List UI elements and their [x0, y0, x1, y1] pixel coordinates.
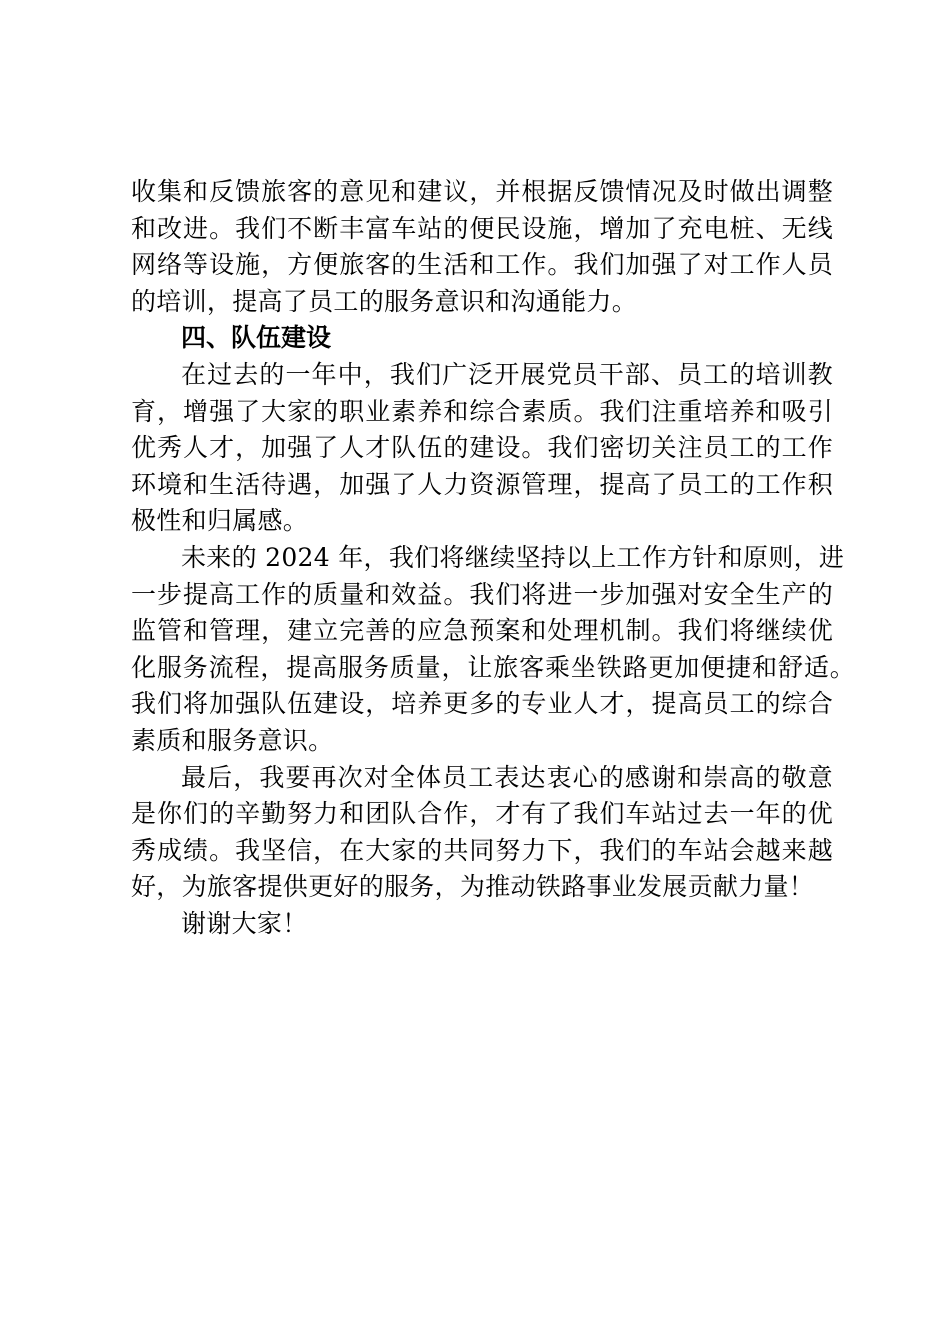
paragraph-team	[131, 357, 833, 540]
paragraph-thanks	[131, 760, 833, 906]
section-heading-team: 四、队伍建设	[181, 323, 332, 353]
text-line: 最后，我要再次对全体员工表达衷心的感谢和崇高的敬意	[181, 762, 833, 792]
text-line: 素质和服务意识。	[131, 725, 334, 755]
closing-line: 谢谢大家！	[181, 908, 308, 938]
text-line: 和改进。我们不断丰富车站的便民设施，增加了充电桩、无线	[131, 213, 833, 243]
text-line: 未来的 2024 年，我们将继续坚持以上工作方针和原则，进	[181, 542, 845, 572]
paragraph-future	[131, 540, 855, 760]
text-line: 在过去的一年中，我们广泛开展党员干部、员工的培训教	[181, 359, 833, 389]
text-line: 的培训，提高了员工的服务意识和沟通能力。	[131, 286, 638, 316]
text-line: 网络等设施，方便旅客的生活和工作。我们加强了对工作人员	[131, 250, 833, 280]
text-line: 监管和管理，建立完善的应急预案和处理机制。我们将继续优	[131, 616, 833, 646]
text-line: 环境和生活待遇，加强了人力资源管理，提高了员工的工作积	[131, 469, 833, 499]
text-line: 优秀人才，加强了人才队伍的建设。我们密切关注员工的工作	[131, 433, 833, 463]
paragraph-facilities	[131, 174, 833, 320]
text-line: 育，增强了大家的职业素养和综合素质。我们注重培养和吸引	[131, 396, 833, 426]
text-line: 好，为旅客提供更好的服务，为推动铁路事业发展贡献力量！	[131, 872, 815, 902]
text-line: 极性和归属感。	[131, 506, 309, 536]
text-line: 秀成绩。我坚信，在大家的共同努力下，我们的车站会越来越	[131, 835, 833, 865]
text-line: 是你们的辛勤努力和团队合作，才有了我们车站过去一年的优	[131, 799, 833, 829]
text-line: 我们将加强队伍建设，培养更多的专业人才，提高员工的综合	[131, 689, 833, 719]
text-line: 化服务流程，提高服务质量，让旅客乘坐铁路更加便捷和舒适。	[131, 652, 855, 682]
text-line: 收集和反馈旅客的意见和建议，并根据反馈情况及时做出调整	[131, 177, 833, 206]
document-page	[131, 174, 855, 942]
text-line: 一步提高工作的质量和效益。我们将进一步加强对安全生产的	[131, 579, 833, 609]
